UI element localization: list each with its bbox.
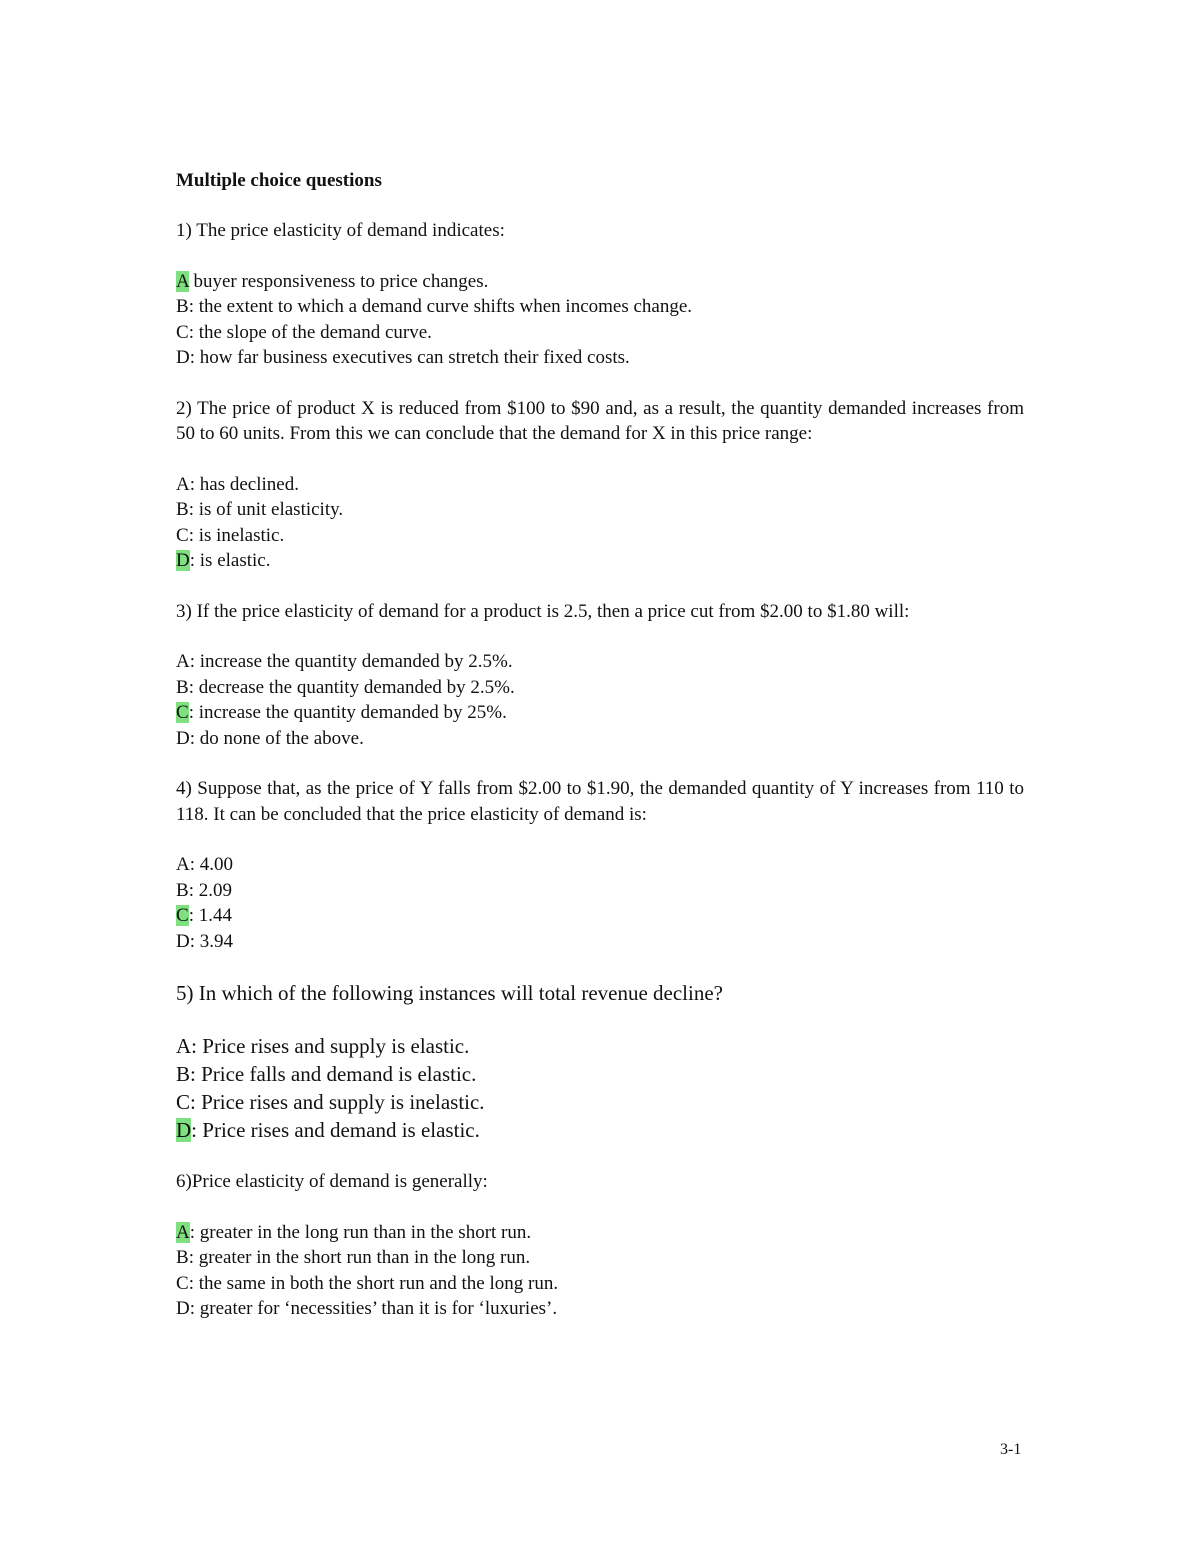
question-text: 3) If the price elasticity of demand for a product is 2.5, then a price cut from $2.00 to $1.80 will: [176, 600, 910, 622]
option-c [176, 1088, 1024, 1116]
option-key: A [176, 473, 190, 495]
option-separator: : [188, 702, 199, 723]
option-b [176, 878, 1024, 904]
option-separator: : [189, 1221, 200, 1243]
option-separator: : [189, 930, 200, 952]
option-text: 1.44 [198, 905, 232, 926]
option-text: Price falls and demand is elastic. [201, 1062, 477, 1086]
option-separator: : [189, 473, 200, 495]
option-separator: : [188, 676, 199, 698]
option-text: increase the quantity demanded by 2.5%. [199, 651, 513, 672]
option-text: greater in the long run than in the short run. [199, 1221, 532, 1243]
option-text: buyer responsiveness to price changes. [193, 270, 489, 292]
option-key: A [176, 1034, 192, 1058]
option-b [176, 1245, 1024, 1271]
option-text: do none of the above. [199, 727, 364, 749]
option-separator: : [188, 499, 199, 520]
option-c [176, 1271, 1024, 1297]
option-list [176, 852, 1024, 954]
question-block-1 [176, 218, 1024, 371]
option-d [176, 726, 1024, 752]
option-text: has declined. [199, 473, 299, 495]
option-separator: : [189, 1298, 200, 1319]
option-text: 3.94 [199, 930, 234, 952]
option-key: A [176, 270, 189, 292]
option-text: how far business executives can stretch their fixed costs. [199, 347, 630, 368]
option-key: A [176, 651, 190, 672]
option-list [176, 649, 1024, 751]
option-separator: : [190, 1090, 202, 1114]
option-a [176, 852, 1024, 878]
question-block-5 [176, 979, 1024, 1144]
option-key: B [176, 676, 189, 698]
option-text: Price rises and supply is elastic. [202, 1034, 470, 1058]
option-key: B [176, 1062, 191, 1086]
option-d [176, 548, 1024, 574]
option-separator: : [188, 321, 199, 343]
page-number: 3-1 [1000, 1441, 1022, 1458]
question-block-3 [176, 599, 1024, 752]
option-text: the extent to which a demand curve shifts when incomes change. [198, 296, 693, 317]
document-page [176, 168, 1024, 1347]
option-separator: : [188, 296, 199, 317]
option-key: B [176, 879, 189, 901]
option-key: A [176, 1221, 190, 1243]
option-text: Price rises and supply is inelastic. [201, 1090, 485, 1114]
option-separator: : [188, 1247, 199, 1268]
option-key: D [176, 1118, 192, 1142]
page-heading: Multiple choice questions [176, 170, 382, 191]
option-key: C [176, 905, 189, 926]
option-separator: : [188, 524, 199, 546]
option-key: A [176, 854, 190, 875]
option-separator: : [189, 550, 200, 571]
option-c [176, 320, 1024, 346]
option-text: is of unit elasticity. [198, 499, 344, 520]
option-b [176, 497, 1024, 523]
option-list [176, 269, 1024, 371]
option-text: greater in the short run than in the long run. [198, 1247, 531, 1268]
option-key: D [176, 347, 190, 368]
option-c [176, 903, 1024, 929]
option-separator: : [189, 651, 200, 672]
option-text: Price rises and demand is elastic. [202, 1118, 480, 1142]
option-b [176, 1060, 1024, 1088]
option-text: increase the quantity demanded by 25%. [198, 702, 507, 723]
option-separator: : [189, 854, 200, 875]
option-c [176, 700, 1024, 726]
question-block-2 [176, 396, 1024, 574]
option-separator: : [190, 1062, 202, 1086]
option-key: C [176, 1272, 189, 1294]
option-a [176, 472, 1024, 498]
question-block-6 [176, 1169, 1024, 1322]
option-a [176, 649, 1024, 675]
option-key: D [176, 550, 190, 571]
option-text: 2.09 [198, 879, 232, 901]
option-list [176, 1220, 1024, 1322]
option-text: is elastic. [199, 550, 271, 571]
option-key: D [176, 727, 190, 749]
option-key: C [176, 524, 189, 546]
option-a [176, 1220, 1024, 1246]
option-key: C [176, 702, 189, 723]
option-c [176, 523, 1024, 549]
option-text: is inelastic. [198, 524, 285, 546]
option-d [176, 929, 1024, 955]
question-text: 6)Price elasticity of demand is generally: [176, 1171, 488, 1192]
option-separator: : [188, 905, 199, 926]
option-a [176, 1032, 1024, 1060]
option-list [176, 472, 1024, 574]
option-key: D [176, 1298, 190, 1319]
option-key: B [176, 499, 189, 520]
option-b [176, 675, 1024, 701]
option-separator: : [191, 1118, 203, 1142]
option-d [176, 1116, 1024, 1144]
question-text: 1) The price elasticity of demand indicates: [176, 220, 505, 241]
option-b [176, 294, 1024, 320]
option-text: the same in both the short run and the long run. [198, 1272, 559, 1294]
option-d [176, 345, 1024, 371]
option-key: D [176, 930, 190, 952]
option-separator: : [191, 1034, 203, 1058]
option-key: B [176, 1247, 189, 1268]
option-text: 4.00 [199, 854, 234, 875]
question-text: 5) In which of the following instances will total revenue decline? [176, 981, 723, 1005]
option-d [176, 1296, 1024, 1322]
option-text: greater for ‘necessities’ than it is for ‘luxuries’. [199, 1298, 558, 1319]
option-a [176, 269, 1024, 295]
option-separator: : [189, 347, 200, 368]
question-text: 2) The price of product X is reduced from $100 to $90 and, as a result, the quantity demanded increases from 50 to 60 units. From this we can conclude that the demand for X in this price range: [176, 397, 1024, 444]
option-key: C [176, 1090, 191, 1114]
option-key: C [176, 321, 189, 343]
option-key: B [176, 296, 189, 317]
option-separator: : [188, 879, 199, 901]
option-list [176, 1032, 1024, 1144]
option-text: the slope of the demand curve. [198, 321, 432, 343]
option-separator: : [188, 1272, 199, 1294]
question-block-4 [176, 776, 1024, 954]
option-separator: : [189, 727, 200, 749]
option-text: decrease the quantity demanded by 2.5%. [198, 676, 515, 698]
question-text: 4) Suppose that, as the price of Y falls from $2.00 to $1.90, the demanded quantity of Y increases from 110 to 118. It can be concluded that the price elasticity of demand is: [176, 778, 1024, 825]
